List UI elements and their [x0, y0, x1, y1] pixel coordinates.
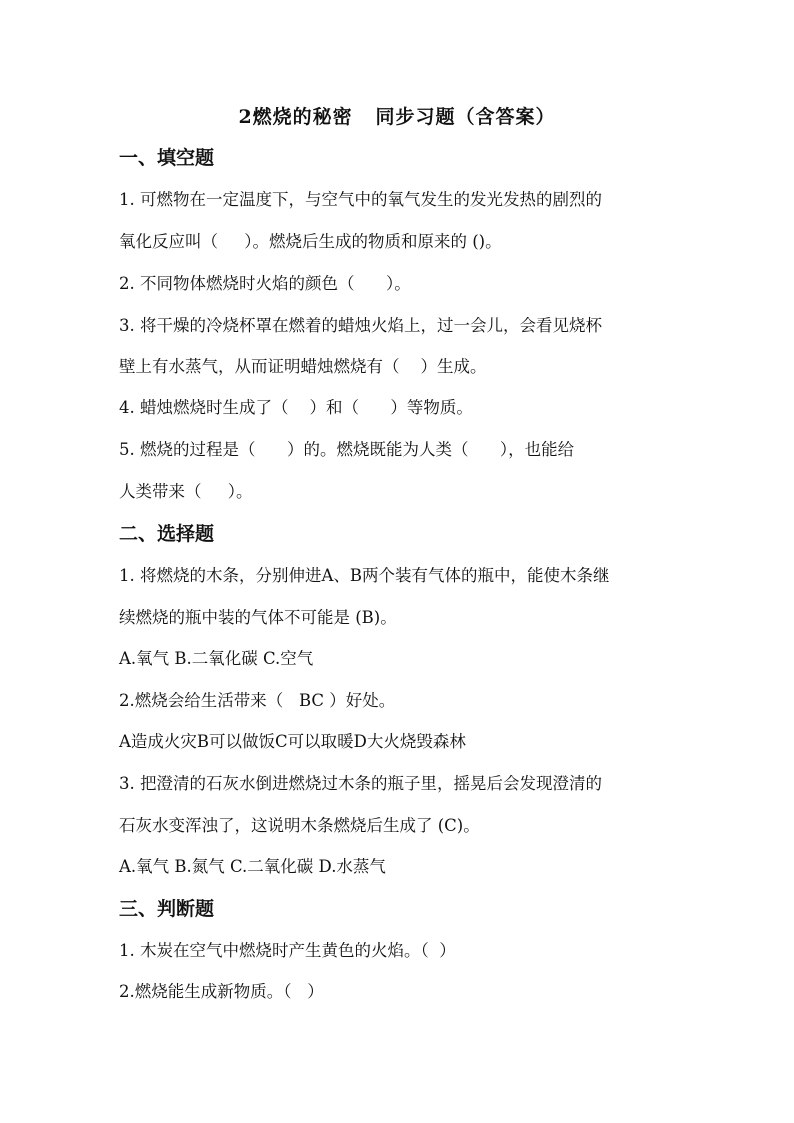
choice-line: A.氧气 B.氮气 C.二氧化碳 D.水蒸气 [119, 857, 386, 876]
choice-line: A造成火灾B可以做饭C可以取暖D大火烧毁森林 [119, 732, 466, 751]
question-line: 5. 燃烧的过程是（ ）的。燃烧既能为人类（ ），也能给 [119, 440, 575, 459]
question-line: 人类带来（ ）。 [119, 482, 253, 501]
section-heading-fill-in: 一、填空题 [119, 147, 215, 169]
question-line: 续燃烧的瓶中装的气体不可能是 (B)。 [119, 608, 397, 627]
question-line: 4. 蜡烛燃烧时生成了（ ）和（ ）等物质。 [119, 398, 473, 417]
question-line: 氧化反应叫（ ）。燃烧后生成的物质和原来的 ()。 [119, 232, 502, 251]
question-line: 石灰水变浑浊了，这说明木条燃烧后生成了 (C)。 [119, 816, 480, 835]
choice-line: A.氧气 B.二氧化碳 C.空气 [119, 649, 314, 668]
question-line: 3. 将干燥的冷烧杯罩在燃着的蜡烛火焰上，过一会儿，会看见烧杯 [119, 316, 602, 335]
question-line: 1. 木炭在空气中燃烧时产生黄色的火焰。（ ） [119, 941, 456, 960]
question-line: 2. 不同物体燃烧时火焰的颜色（ ）。 [119, 274, 411, 293]
question-line: 2.燃烧能生成新物质。（ ） [119, 982, 324, 1001]
question-line: 1. 将燃烧的木条，分别伸进A、B两个装有气体的瓶中，能使木条继 [119, 566, 610, 585]
section-heading-true-false: 三、判断题 [119, 898, 215, 920]
question-line: 壁上有水蒸气，从而证明蜡烛燃烧有（ ）生成。 [119, 357, 487, 376]
section-heading-multiple-choice: 二、选择题 [119, 523, 215, 545]
question-line: 3. 把澄清的石灰水倒进燃烧过木条的瓶子里，摇晃后会发现澄清的 [119, 774, 602, 793]
document-title: 2燃烧的秘密 同步习题（含答案） [238, 106, 556, 128]
question-line: 2.燃烧会给生活带来（ BC ）好处。 [119, 691, 396, 710]
question-line: 1. 可燃物在一定温度下，与空气中的氧气发生的发光发热的剧烈的 [119, 190, 602, 209]
